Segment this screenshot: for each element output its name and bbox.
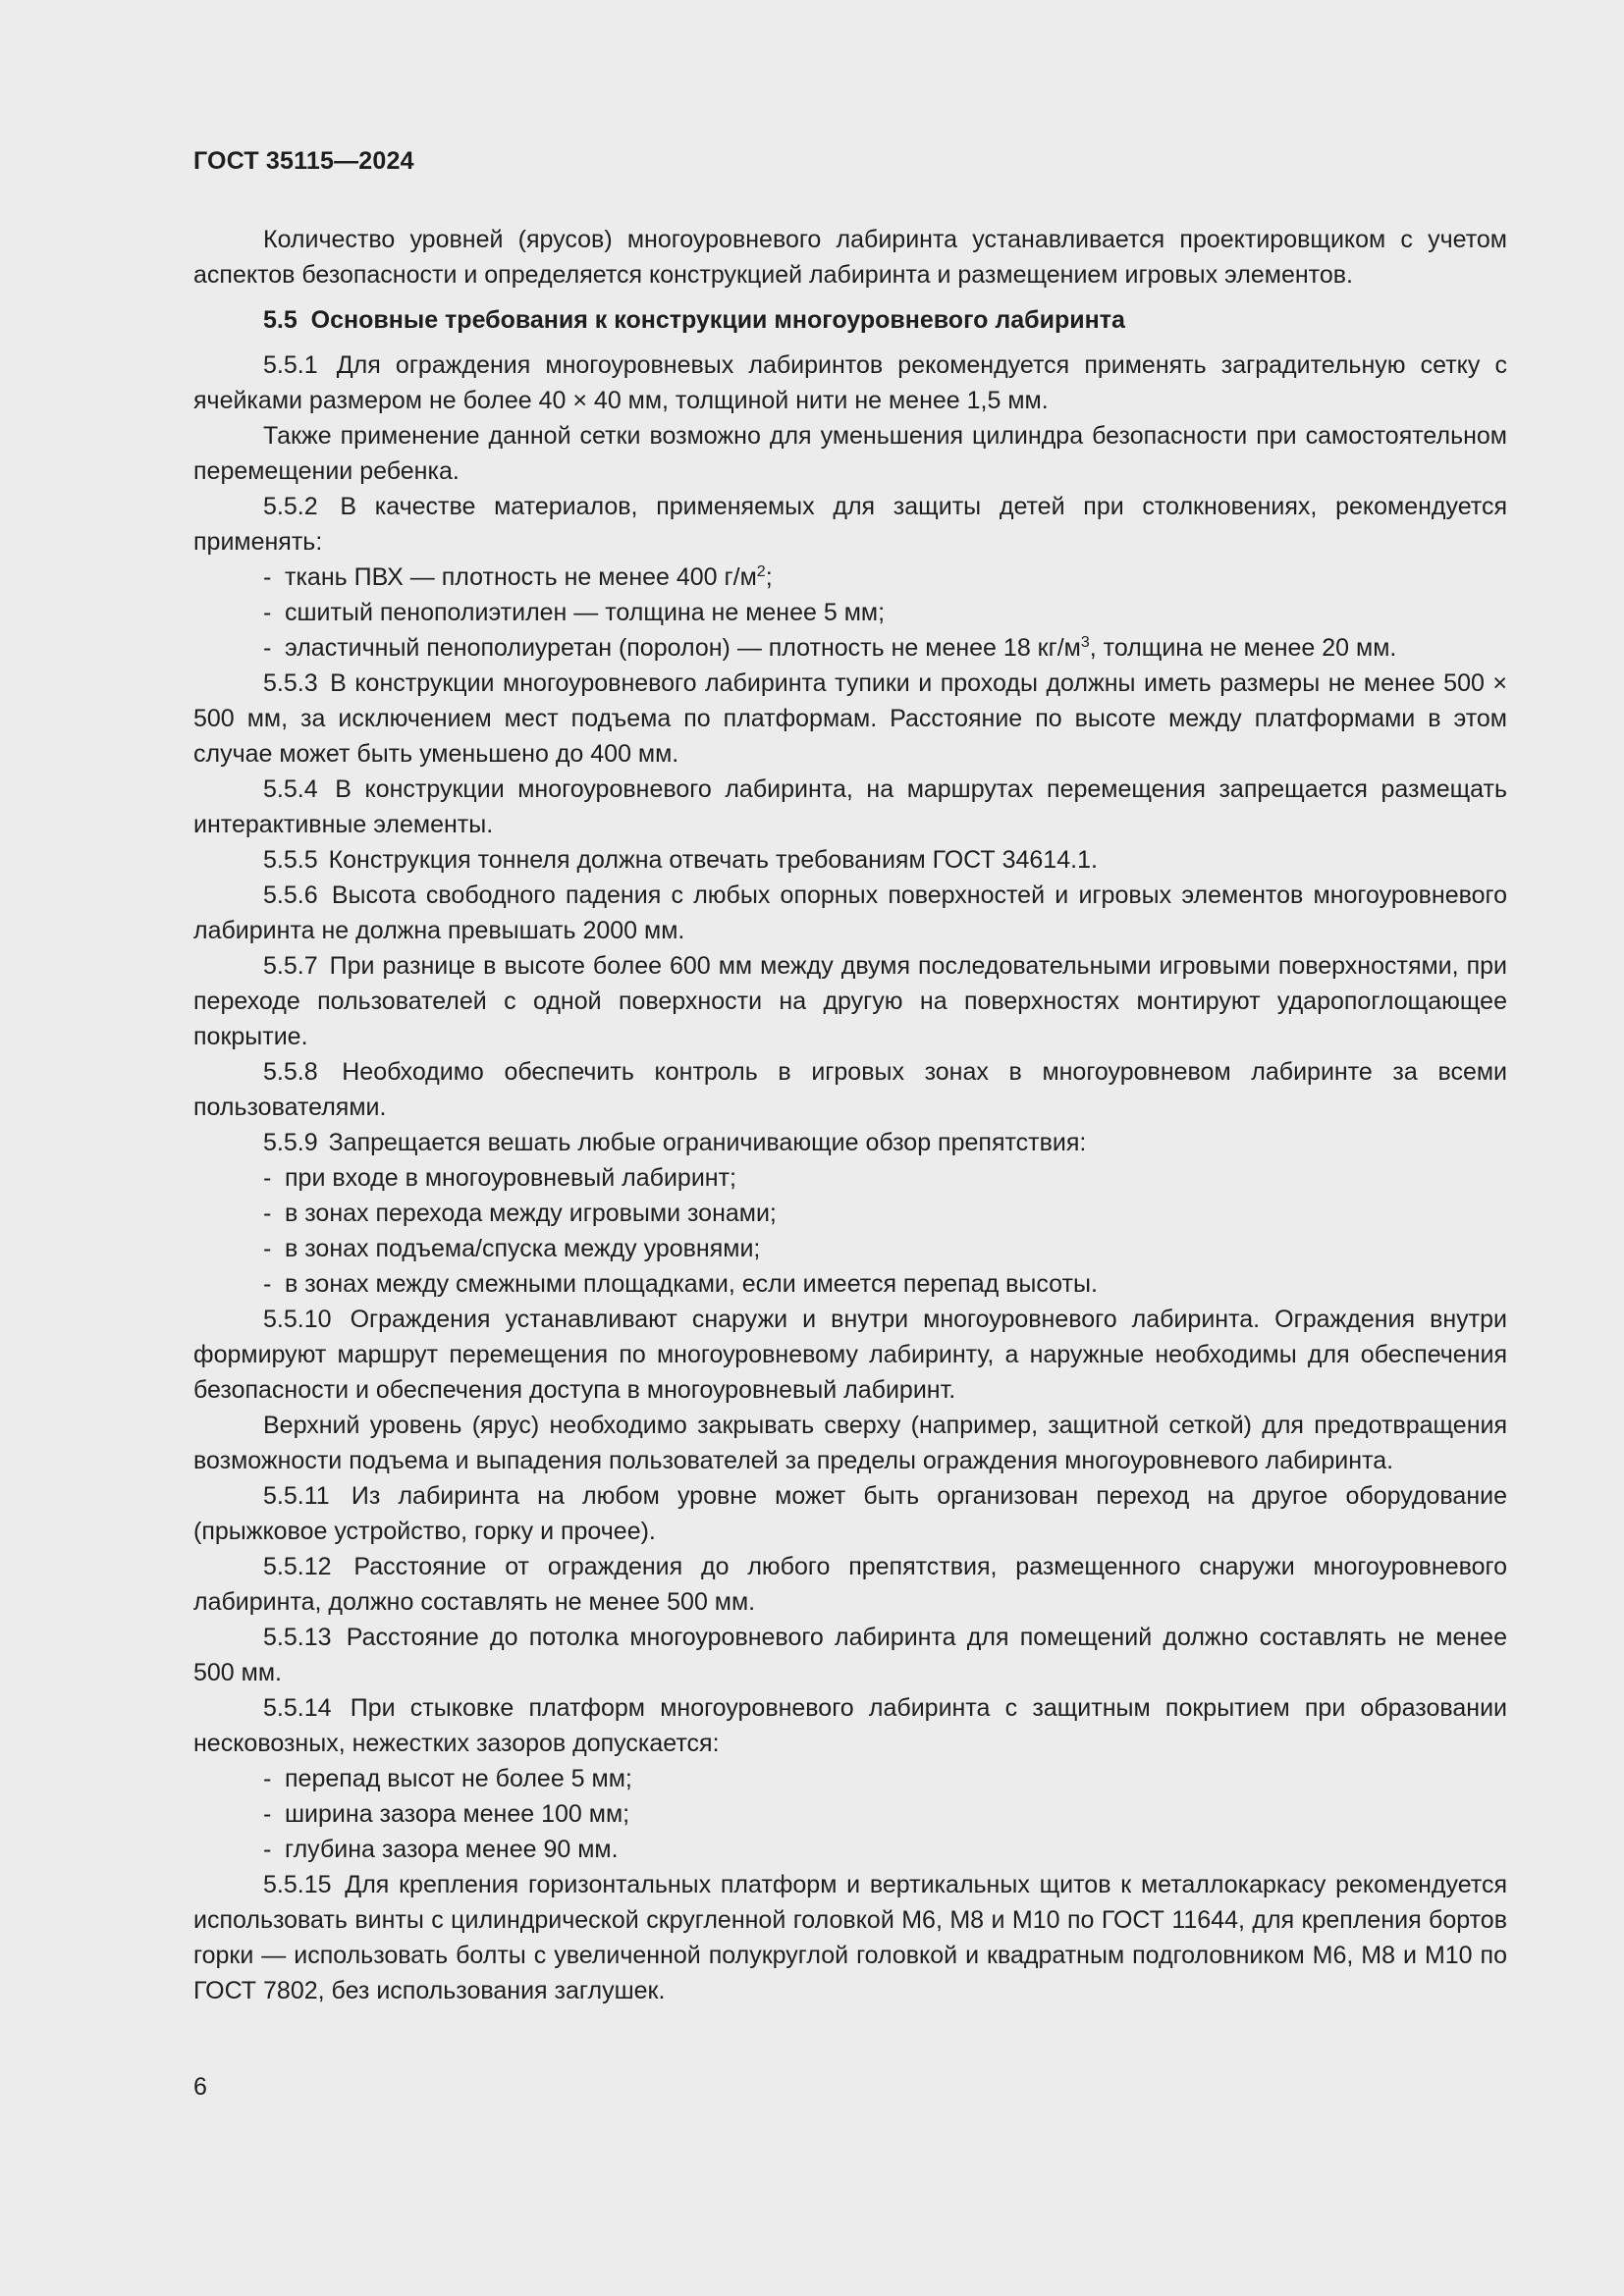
list-item-text: в зонах между смежными площадками, если имеется перепад высоты. xyxy=(285,1270,1098,1298)
superscript: 2 xyxy=(756,563,766,580)
list-item-text: ткань ПВХ — плотность не менее 400 г/м xyxy=(285,563,757,591)
list-dash: - xyxy=(263,1836,272,1863)
list-item-text: эластичный пенополиуретан (поролон) — плотность не менее 18 кг/м xyxy=(285,634,1081,662)
clause-5-5-8 xyxy=(193,1054,1507,1125)
document-body xyxy=(193,222,1507,2008)
clause-text: Ограждения устанавливают снаружи и внутри многоуровневого лабиринта. Ограждения внутри формируют маршрут перемещения по многоуровневому лабиринту, а наружные необходимы для обеспечения безопасности и обеспечения доступа в многоуровневый лабиринт. xyxy=(193,1306,1507,1404)
clause-5-5-2 xyxy=(193,489,1507,560)
clause-text: В конструкции многоуровневого лабиринта, на маршрутах перемещения запрещается размещать интерактивные элементы. xyxy=(193,775,1507,838)
clause-5-5-12 xyxy=(193,1549,1507,1620)
clause-number: 5.5.13 xyxy=(263,1624,332,1651)
list-item-text-tail: , толщина не менее 20 мм. xyxy=(1089,634,1397,662)
list-item xyxy=(193,1160,1507,1196)
clause-text: Для крепления горизонтальных платформ и вертикальных щитов к металлокаркасу рекомендуется использовать винты с цилиндрической скругленной головкой M6, M8 и M10 по ГОСТ 11644, для крепления бортов горки — использовать болты с увеличенной полукруглой головкой и квадратным подголовником M6, M8 и M10 по ГОСТ 7802, без использования заглушек. xyxy=(193,1871,1507,2004)
list-item-text: ширина зазора менее 100 мм; xyxy=(285,1800,630,1828)
clause-number: 5.5.9 xyxy=(263,1129,318,1156)
clause-number: 5.5.6 xyxy=(263,881,318,909)
list-item xyxy=(193,1832,1507,1867)
list-item-text: в зонах подъема/спуска между уровнями; xyxy=(285,1235,761,1262)
clause-5-5-1-extra: Также применение данной сетки возможно для уменьшения цилиндра безопасности при самостоятельном перемещении ребенка. xyxy=(193,422,1507,485)
clause-5-5-13 xyxy=(193,1620,1507,1690)
clause-number: 5.5.15 xyxy=(263,1871,332,1898)
section-heading-5-5 xyxy=(193,302,1507,338)
clause-text: Расстояние от ограждения до любого препятствия, размещенного снаружи многоуровневого лабиринта, должно составлять не менее 500 мм. xyxy=(193,1553,1507,1616)
clause-text: При разнице в высоте более 600 мм между двумя последовательными игровыми поверхностями, при переходе пользователей с одной поверхности на другую на поверхностях монтируют ударопоглощающее покрытие. xyxy=(193,952,1507,1050)
list-dash: - xyxy=(263,563,272,591)
page-number: 6 xyxy=(193,2073,207,2101)
clause-5-5-5 xyxy=(193,842,1507,878)
list-item xyxy=(193,1231,1507,1266)
clause-text: Из лабиринта на любом уровне может быть организован переход на другое оборудование (прыжковое устройство, горку и прочее). xyxy=(193,1482,1508,1545)
clause-text: Для ограждения многоуровневых лабиринтов рекомендуется применять заградительную сетку с ячейками размером не более 40 × 40 мм, толщиной нити не менее 1,5 мм. xyxy=(193,351,1507,414)
intro-paragraph: Количество уровней (ярусов) многоуровневого лабиринта устанавливается проектировщиком с учетом аспектов безопасности и определяется конструкцией лабиринта и размещением игровых элементов. xyxy=(193,226,1507,289)
clause-5-5-1 xyxy=(193,347,1507,418)
clause-number: 5.5.7 xyxy=(263,952,318,980)
clause-5-5-10-extra: Верхний уровень (ярус) необходимо закрывать сверху (например, защитной сеткой) для предотвращения возможности подъема и выпадения пользователей за пределы ограждения многоуровневого лабиринта. xyxy=(193,1412,1507,1474)
list-item-text: глубина зазора менее 90 мм. xyxy=(285,1836,619,1863)
clause-text: Конструкция тоннеля должна отвечать требованиям ГОСТ 34614.1. xyxy=(328,846,1098,874)
list-item-text-tail: ; xyxy=(765,563,773,591)
clause-number: 5.5.4 xyxy=(263,775,318,803)
clause-number: 5.5.3 xyxy=(263,669,318,697)
clause-text: При стыковке платформ многоуровневого лабиринта с защитным покрытием при образовании несковозных, нежестких зазоров допускается: xyxy=(193,1694,1508,1757)
clause-5-5-3 xyxy=(193,666,1507,772)
list-dash: - xyxy=(263,1200,272,1227)
list-item xyxy=(193,1796,1507,1832)
list-item-text: сшитый пенополиэтилен — толщина не менее 5 мм; xyxy=(285,599,886,626)
list-dash: - xyxy=(263,1164,272,1192)
clause-number: 5.5.14 xyxy=(263,1694,332,1722)
clause-number: 5.5.12 xyxy=(263,1553,332,1580)
clause-5-5-14 xyxy=(193,1690,1507,1761)
list-item xyxy=(193,560,1507,595)
clause-text: В качестве материалов, применяемых для защиты детей при столкновениях, рекомендуется применять: xyxy=(193,493,1507,556)
superscript: 3 xyxy=(1080,634,1090,651)
list-dash: - xyxy=(263,1235,272,1262)
clause-5-5-10 xyxy=(193,1302,1507,1408)
list-item xyxy=(193,1266,1507,1302)
clause-number: 5.5.2 xyxy=(263,493,318,520)
clause-text: Запрещается вешать любые ограничивающие обзор препятствия: xyxy=(328,1129,1087,1156)
list-item xyxy=(193,630,1507,666)
document-code-header: ГОСТ 35115—2024 xyxy=(193,147,414,175)
clause-number: 5.5.5 xyxy=(263,846,318,874)
clause-text: Высота свободного падения с любых опорных поверхностей и игровых элементов многоуровневого лабиринта не должна превышать 2000 мм. xyxy=(193,881,1507,944)
clause-5-5-7 xyxy=(193,948,1507,1054)
clause-5-5-6 xyxy=(193,878,1507,948)
list-dash: - xyxy=(263,1270,272,1298)
list-item-text: перепад высот не более 5 мм; xyxy=(285,1765,632,1792)
list-dash: - xyxy=(263,599,272,626)
section-number: 5.5 xyxy=(263,306,298,334)
list-dash: - xyxy=(263,1800,272,1828)
list-item-text: при входе в многоуровневый лабиринт; xyxy=(285,1164,736,1192)
clause-5-5-9 xyxy=(193,1125,1507,1160)
clause-number: 5.5.8 xyxy=(263,1058,318,1086)
list-item xyxy=(193,1761,1507,1796)
list-dash: - xyxy=(263,634,272,662)
list-item-text: в зонах перехода между игровыми зонами; xyxy=(285,1200,777,1227)
document-page xyxy=(193,0,1507,2296)
clause-number: 5.5.11 xyxy=(263,1482,330,1510)
list-item xyxy=(193,1196,1507,1231)
section-title: Основные требования к конструкции многоуровневого лабиринта xyxy=(310,306,1125,334)
clause-5-5-11 xyxy=(193,1478,1507,1549)
clause-5-5-4 xyxy=(193,772,1507,842)
clause-number: 5.5.1 xyxy=(263,351,318,379)
clause-text: Расстояние до потолка многоуровневого лабиринта для помещений должно составлять не менее 500 мм. xyxy=(193,1624,1507,1686)
clause-text: Необходимо обеспечить контроль в игровых зонах в многоуровневом лабиринте за всеми пользователями. xyxy=(193,1058,1507,1121)
clause-text: В конструкции многоуровневого лабиринта тупики и проходы должны иметь размеры не менее 500 × 500 мм, за исключением мест подъема по платформам. Расстояние по высоте между платформами в этом случае может быть уменьшено до 400 мм. xyxy=(193,669,1507,768)
list-item xyxy=(193,595,1507,630)
list-dash: - xyxy=(263,1765,272,1792)
clause-number: 5.5.10 xyxy=(263,1306,332,1333)
clause-5-5-15 xyxy=(193,1867,1507,2008)
